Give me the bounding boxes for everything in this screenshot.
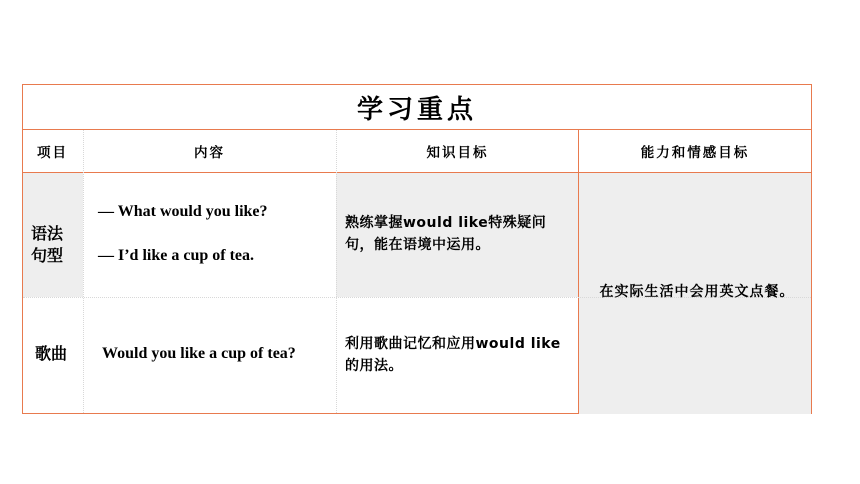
- grammar-knowledge-goal: 熟练掌握would like特殊疑问句，能在语境中运用。: [345, 215, 547, 253]
- table-row-grammar: [23, 173, 811, 297]
- song-knowledge-goal: 利用歌曲记忆和应用would like的用法。: [345, 336, 561, 374]
- header-ability: 能力和情感目标: [640, 145, 750, 161]
- row-item-song: 歌曲: [35, 344, 68, 363]
- grammar-question: — What would you like?: [98, 203, 268, 220]
- grammar-answer: — I’d like a cup of tea.: [98, 247, 254, 264]
- song-content: Would you like a cup of tea?: [102, 345, 296, 362]
- ability-goal: 在实际生活中会用英文点餐。: [599, 284, 795, 300]
- table-row-song: [23, 297, 811, 415]
- study-focus-table: [22, 84, 812, 414]
- header-item: 项目: [37, 145, 68, 161]
- table-title-row: [23, 85, 811, 130]
- table-header-row: [23, 130, 811, 173]
- table-title: 学习重点: [356, 94, 477, 125]
- header-content: 内容: [194, 145, 225, 161]
- row-item-grammar: 语法句型: [31, 224, 64, 265]
- header-knowledge: 知识目标: [426, 145, 489, 161]
